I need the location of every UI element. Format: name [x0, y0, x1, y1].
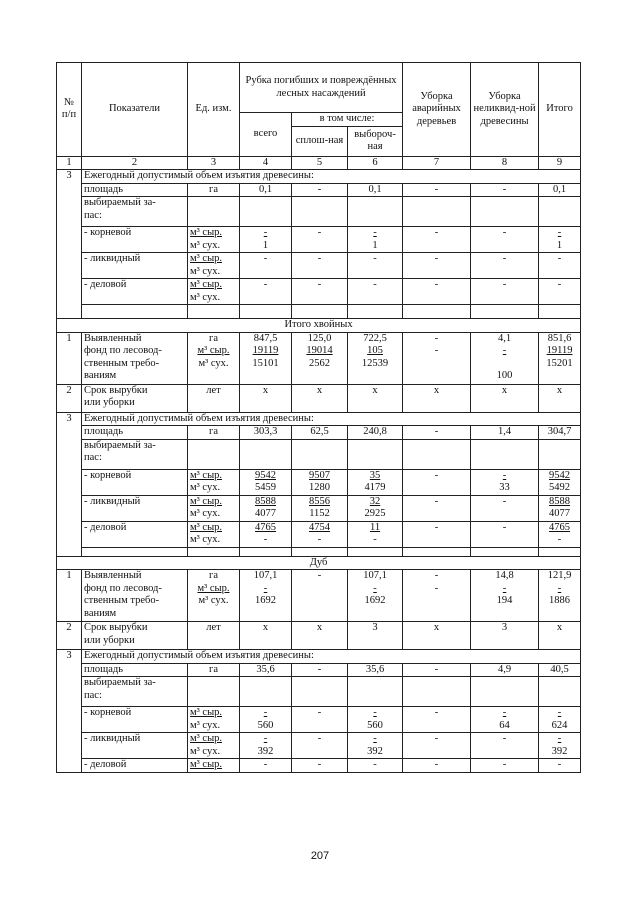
cell	[403, 733, 471, 759]
volume-label-2: пас:	[84, 209, 102, 221]
col-num-1: 1	[57, 156, 82, 170]
cell-raw: -	[373, 582, 377, 594]
cell: 0,1	[539, 183, 581, 197]
row-num: 3	[57, 412, 82, 556]
cell-raw: -	[373, 733, 377, 744]
cell-raw: -	[263, 582, 268, 594]
header-emergency: Уборка аварийных деревьев	[403, 63, 471, 157]
cell	[348, 469, 403, 495]
cell-top: -	[557, 227, 562, 238]
cell	[348, 332, 403, 384]
cell-top: -	[502, 227, 507, 238]
col-num-6: 6	[348, 156, 403, 170]
cell: -	[403, 253, 471, 279]
cell	[292, 469, 348, 495]
cell-ha: 121,9	[547, 570, 572, 581]
unit-m3	[188, 733, 240, 759]
cell: х	[471, 384, 539, 412]
cell-dry: 2925	[364, 508, 386, 519]
cell: х	[539, 622, 581, 650]
col-num-5: 5	[292, 156, 348, 170]
unit-m3	[188, 227, 240, 253]
unit-dry: м³ сух.	[190, 239, 221, 251]
cell-dry: 4077	[549, 508, 571, 519]
cell: -	[403, 759, 471, 773]
unit-m3	[188, 521, 240, 547]
cell-dry: 5459	[255, 482, 276, 493]
cell-top: -	[373, 227, 377, 238]
unit-raw: м³ сыр.	[190, 495, 223, 507]
cell	[471, 570, 539, 622]
unit-m3	[188, 253, 240, 279]
cell	[240, 227, 292, 253]
col-num-3: 3	[188, 156, 240, 170]
cell: -	[240, 279, 292, 305]
volume-label	[82, 677, 188, 707]
cell-raw: 4765	[549, 521, 571, 533]
found-label-1: Выявленный	[84, 570, 142, 581]
header-grand-total: Итого	[539, 63, 581, 157]
cell-dry: 1280	[309, 482, 330, 493]
cell-raw: -	[502, 469, 507, 481]
cell-dry: 1152	[309, 508, 330, 519]
area-label: площадь	[82, 426, 188, 440]
cell: -	[403, 183, 471, 197]
cell: х	[292, 384, 348, 412]
cell	[240, 469, 292, 495]
cell	[240, 733, 292, 759]
header-unit: Ед. изм.	[188, 63, 240, 157]
cell	[539, 733, 581, 759]
cell	[240, 521, 292, 547]
cell	[403, 495, 471, 521]
col-num-9: 9	[539, 156, 581, 170]
unit-dry: м³ сух.	[190, 291, 221, 303]
unit-dry: м³ сух.	[190, 265, 221, 277]
cell-dry: 12539	[361, 357, 389, 369]
cell-dry: 392	[257, 745, 274, 757]
cell	[471, 227, 539, 253]
cell	[292, 332, 348, 384]
volume-label	[82, 439, 188, 469]
cell: 240,8	[348, 426, 403, 440]
cell: -	[240, 759, 292, 773]
cell-raw: 19119	[252, 345, 279, 356]
term-label-2: или уборки	[84, 397, 135, 408]
cell-ha: 4,1	[497, 332, 512, 344]
annual-label: Ежегодный допустимый объем изъятия древесины:	[82, 412, 581, 426]
unit-m3	[188, 495, 240, 521]
cell	[539, 521, 581, 547]
header-num: № п/п	[57, 63, 82, 157]
cell: х	[240, 622, 292, 650]
cell	[471, 521, 539, 547]
header-clear: сплош-ная	[292, 126, 348, 156]
unit-m3	[188, 707, 240, 733]
unit-raw: м³ сыр.	[190, 707, 223, 718]
cell-dry: -	[263, 534, 268, 545]
col-num-8: 8	[471, 156, 539, 170]
cell: х	[240, 384, 292, 412]
cell: 4,9	[471, 663, 539, 677]
cell-dry: 5492	[549, 482, 571, 493]
cell-raw: 4765	[255, 521, 276, 533]
cell	[471, 707, 539, 733]
unit-years: лет	[188, 622, 240, 650]
cell-raw: 4754	[309, 521, 330, 533]
cell	[471, 495, 539, 521]
cell	[348, 570, 403, 622]
cell-raw: -	[502, 521, 507, 533]
cell-raw: -	[502, 707, 507, 718]
cell	[403, 332, 471, 384]
cell-raw: 8588	[255, 495, 276, 507]
cell-raw: -	[557, 707, 562, 718]
unit-dry: м³ сух.	[190, 482, 221, 493]
cell-dry: 33	[499, 482, 510, 493]
unit-raw: м³ сыр.	[197, 345, 230, 356]
unit-m3	[188, 279, 240, 305]
cell: х	[348, 384, 403, 412]
cell-raw: 8588	[549, 495, 571, 507]
cell: -	[471, 759, 539, 773]
unit-raw: м³ сыр.	[190, 469, 223, 481]
cell-raw: 35	[369, 469, 381, 481]
cell-raw: -	[434, 733, 439, 744]
annual-label: Ежегодный допустимый объем изъятия древесины:	[82, 650, 581, 664]
unit-m3	[188, 469, 240, 495]
unit-raw: м³ сыр.	[190, 521, 223, 533]
row-num: 3	[57, 170, 82, 319]
cell: 35,6	[348, 663, 403, 677]
forest-felling-table	[56, 62, 581, 773]
cell: х	[292, 622, 348, 650]
area-label: площадь	[82, 663, 188, 677]
cell: -	[292, 759, 348, 773]
cell	[348, 227, 403, 253]
col-num-2: 2	[82, 156, 188, 170]
unit-ha: га	[188, 426, 240, 440]
header-felling: Рубка погибших и повреждённых лесных насаждений	[240, 63, 403, 113]
cell-dry: 624	[551, 719, 568, 731]
cell-ha: -	[434, 332, 439, 344]
cell-raw: 19014	[306, 345, 333, 356]
cell-top: -	[317, 227, 322, 238]
header-total: всего	[240, 113, 292, 157]
cell: -	[403, 279, 471, 305]
cell: -	[539, 253, 581, 279]
cell: 35,6	[240, 663, 292, 677]
cell: 3	[471, 622, 539, 650]
term-label	[82, 622, 188, 650]
cell: 62,5	[292, 426, 348, 440]
cell-dry: 4179	[364, 482, 386, 493]
volume-label-1: выбираемый за-	[84, 439, 156, 451]
found-label	[82, 570, 188, 622]
header-in-that-number: в том числе:	[292, 113, 403, 127]
row-num: 1	[57, 570, 82, 622]
cell-ha: 851,6	[547, 332, 572, 344]
found-label-3: ственным требо-	[84, 357, 160, 369]
cell-raw: -	[263, 733, 268, 744]
cell-ha: 107,1	[363, 570, 387, 581]
cell-bot: 1	[556, 239, 563, 251]
section-oak-title: Дуб	[57, 556, 581, 570]
cell: 40,5	[539, 663, 581, 677]
cell	[292, 733, 348, 759]
volume-label-1: выбираемый за-	[84, 197, 156, 208]
found-label	[82, 332, 188, 384]
cell-dry: 64	[499, 719, 510, 731]
found-label-1: Выявленный	[84, 332, 142, 344]
cell-raw: -	[263, 707, 268, 718]
cell: х	[539, 384, 581, 412]
col-num-7: 7	[403, 156, 471, 170]
business-label: - деловой	[82, 521, 188, 547]
cell	[403, 227, 471, 253]
cell-ha: 14,8	[495, 570, 514, 581]
cell	[240, 332, 292, 384]
cell	[292, 707, 348, 733]
cell-top: -	[434, 227, 439, 238]
cell: -	[292, 183, 348, 197]
cell-raw: -	[434, 707, 439, 718]
cell-dry: 560	[367, 719, 383, 731]
found-label-3: ственным требо-	[84, 595, 160, 606]
cell: -	[348, 279, 403, 305]
cell-dry: 4077	[255, 508, 276, 519]
cell-dry: 560	[257, 719, 274, 731]
cell	[348, 521, 403, 547]
unit-ha: га	[209, 332, 218, 344]
cell-dry: 194	[496, 595, 513, 606]
cell-raw: 19119	[546, 345, 573, 356]
unit-dry: м³ сух.	[190, 534, 221, 545]
cell-raw: 9507	[309, 469, 330, 481]
cell	[471, 733, 539, 759]
root-label: - корневой	[82, 227, 188, 253]
cell	[403, 469, 471, 495]
cell	[539, 495, 581, 521]
cell-dry: -	[317, 534, 322, 545]
term-label-2: или уборки	[84, 634, 135, 646]
cell-ha: 722,5	[363, 332, 387, 344]
document-page	[56, 62, 580, 773]
cell-raw: -	[373, 707, 377, 718]
root-label: - корневой	[82, 707, 188, 733]
cell-ha: 847,5	[253, 332, 278, 344]
cell: 1,4	[471, 426, 539, 440]
cell-raw: 11	[369, 521, 381, 533]
unit-raw: м³ сыр.	[190, 227, 223, 238]
volume-label-2: пас:	[84, 452, 102, 463]
unit-dry: м³ сух.	[190, 745, 221, 757]
cell-raw: -	[502, 582, 507, 594]
cell	[403, 521, 471, 547]
cell	[292, 570, 348, 622]
cell-top: -	[263, 227, 268, 238]
cell: 304,7	[539, 426, 581, 440]
cell	[539, 707, 581, 733]
cell-ha: -	[434, 570, 439, 581]
cell-ha: 125,0	[307, 332, 332, 344]
cell: -	[292, 663, 348, 677]
unit-ha: га	[188, 183, 240, 197]
area-label: площадь	[82, 183, 188, 197]
cell-raw: 105	[367, 345, 383, 356]
cell-raw: -	[317, 707, 322, 718]
row-num: 2	[57, 622, 82, 650]
cell-raw: -	[434, 345, 439, 356]
cell	[348, 733, 403, 759]
found-label-2: фонд по лесовод-	[84, 582, 162, 594]
root-label: - корневой	[82, 469, 188, 495]
unit-ha: га	[188, 663, 240, 677]
cell: -	[403, 426, 471, 440]
unit-years: лет	[188, 384, 240, 412]
cell	[539, 332, 581, 384]
cell	[539, 227, 581, 253]
row-num: 1	[57, 332, 82, 384]
cell-raw: 9542	[549, 469, 571, 481]
found-label-4: ваниям	[84, 607, 117, 619]
cell: -	[471, 183, 539, 197]
cell-raw: -	[317, 733, 322, 744]
row-num: 2	[57, 384, 82, 412]
cell: 303,3	[240, 426, 292, 440]
page-number: 207	[310, 850, 330, 862]
cell-raw: -	[434, 495, 439, 507]
unit-dry: м³ сух.	[190, 719, 221, 731]
unit-m3	[188, 759, 240, 773]
cell: -	[539, 759, 581, 773]
cell: -	[292, 279, 348, 305]
section-conifer-title: Итого хвойных	[57, 319, 581, 333]
header-illiquid: Уборка неликвид-ной древесины	[471, 63, 539, 157]
cell	[348, 495, 403, 521]
cell	[240, 707, 292, 733]
cell: -	[403, 663, 471, 677]
cell: -	[539, 279, 581, 305]
cell-dry: 15201	[546, 357, 573, 369]
cell: 0,1	[240, 183, 292, 197]
cell: х	[403, 384, 471, 412]
cell	[471, 469, 539, 495]
cell	[292, 521, 348, 547]
cell: -	[240, 253, 292, 279]
unit-cell	[188, 570, 240, 622]
cell: -	[471, 253, 539, 279]
cell-ha: 107,1	[253, 570, 278, 581]
cell: -	[348, 759, 403, 773]
volume-label-2: пас:	[84, 689, 102, 701]
cell-raw: -	[502, 495, 507, 507]
annual-label: Ежегодный допустимый объем изъятия древесины:	[82, 170, 581, 184]
term-label-1: Срок вырубки	[84, 384, 148, 396]
term-label	[82, 384, 188, 412]
found-label-2: фонд по лесовод-	[84, 345, 162, 356]
cell	[348, 707, 403, 733]
liquid-label: - ликвидный	[82, 733, 188, 759]
cell: 0,1	[348, 183, 403, 197]
cell-dry: 392	[551, 745, 568, 757]
cell	[539, 469, 581, 495]
volume-label-1: выбираемый за-	[84, 677, 156, 688]
cell-raw: 32	[369, 495, 381, 507]
cell	[292, 227, 348, 253]
unit-raw: м³ сыр.	[190, 279, 223, 290]
business-label: - деловой	[82, 279, 188, 305]
unit-raw: м³ сыр.	[190, 733, 223, 744]
unit-dry: м³ сух.	[190, 508, 221, 519]
unit-raw: м³ сыр.	[190, 759, 223, 770]
cell-raw: -	[434, 521, 439, 533]
cell-dry: 100	[496, 370, 513, 381]
unit-dry: м³ сух.	[198, 595, 229, 606]
cell-raw: -	[557, 733, 562, 744]
cell-raw: -	[502, 733, 507, 744]
cell-dry: 15101	[252, 357, 279, 369]
liquid-label: - ликвидный	[82, 253, 188, 279]
unit-cell	[188, 332, 240, 384]
cell-raw: 9542	[255, 469, 276, 481]
unit-raw: м³ сыр.	[190, 253, 223, 264]
cell-dry: 1692	[255, 595, 276, 606]
cell-raw: -	[502, 345, 507, 356]
term-label-1: Срок вырубки	[84, 622, 148, 633]
cell: -	[348, 253, 403, 279]
cell-dry: 2562	[309, 357, 330, 369]
cell-bot: 1	[372, 239, 378, 251]
cell-dry: -	[373, 534, 377, 545]
cell-raw: -	[557, 582, 562, 594]
header-selective: выбороч-ная	[348, 126, 403, 156]
unit-raw: м³ сыр.	[197, 582, 230, 594]
cell-dry: 1692	[364, 595, 386, 606]
cell-raw: -	[434, 582, 439, 594]
cell: -	[292, 253, 348, 279]
cell: -	[471, 279, 539, 305]
cell-raw: -	[434, 469, 439, 481]
cell: х	[403, 622, 471, 650]
cell	[403, 570, 471, 622]
row-num: 3	[57, 650, 82, 773]
cell-dry: 392	[367, 745, 383, 757]
cell-raw: 8556	[309, 495, 330, 507]
cell	[240, 570, 292, 622]
cell	[471, 332, 539, 384]
cell-bot: 1	[262, 239, 269, 251]
unit-ha: га	[209, 570, 218, 581]
cell	[292, 495, 348, 521]
cell-ha: -	[317, 570, 322, 581]
cell	[539, 570, 581, 622]
cell: 3	[348, 622, 403, 650]
header-indicators: Показатели	[82, 63, 188, 157]
found-label-4: ваниям	[84, 370, 117, 381]
cell-dry: 1886	[549, 595, 571, 606]
volume-label	[82, 197, 188, 227]
unit-dry: м³ сух.	[198, 357, 229, 369]
col-num-4: 4	[240, 156, 292, 170]
cell-dry: -	[557, 534, 562, 545]
business-label: - деловой	[82, 759, 188, 773]
cell	[240, 495, 292, 521]
liquid-label: - ликвидный	[82, 495, 188, 521]
cell	[403, 707, 471, 733]
